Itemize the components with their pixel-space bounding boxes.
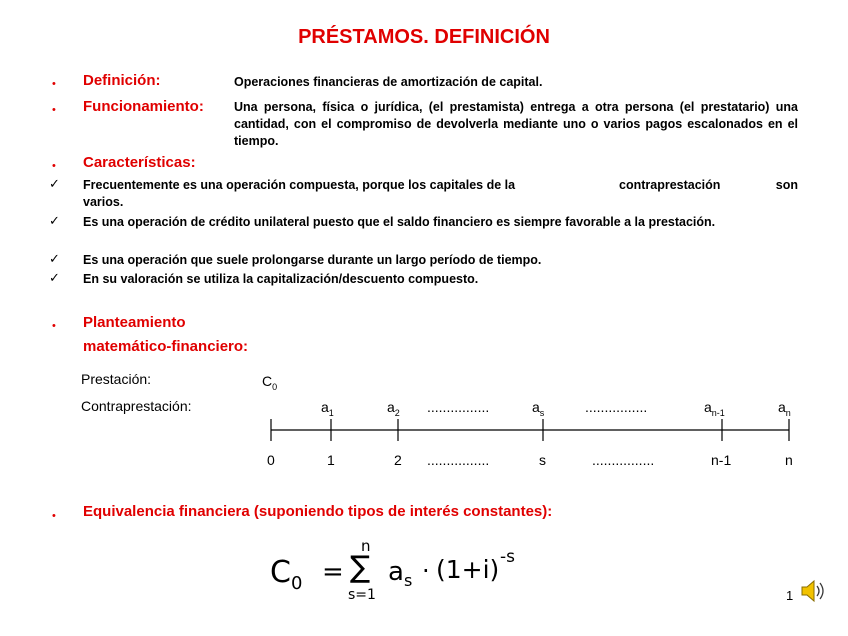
dots: ................ bbox=[427, 399, 490, 415]
dots: ................ bbox=[427, 452, 490, 468]
dots: ................ bbox=[592, 452, 655, 468]
payment-a2: $a_2$ bbox=[387, 399, 400, 418]
caracteristica-item-4: En su valoración se utiliza la capitalización/descuento compuesto. bbox=[83, 272, 479, 286]
c0-label: $C_0$ bbox=[262, 373, 278, 392]
formula-equals: = bbox=[322, 557, 344, 587]
timeline-axis bbox=[260, 415, 800, 445]
formula-paren: (1+i) bbox=[436, 555, 500, 584]
formula-dot: · bbox=[422, 557, 430, 585]
page-title: PRÉSTAMOS. DEFINICIÓN bbox=[298, 26, 550, 48]
funcionamiento-text: Una persona, física o jurídica, (el prestamista) entrega a otra persona (el prestatario) una cantidad, con el compromiso de devolverla mediante uno o varios pagos escalonados en el tiempo. bbox=[234, 100, 798, 148]
planteamiento-label-line1: Planteamiento bbox=[83, 314, 186, 331]
speaker-icon[interactable] bbox=[798, 576, 828, 606]
caracteristicas-label: Características: bbox=[83, 154, 196, 171]
check-icon: ✓ bbox=[49, 270, 60, 285]
caracteristica-item-1-part-c: son bbox=[775, 178, 798, 192]
equivalencia-label: Equivalencia financiera (suponiendo tipos de interés constantes): bbox=[83, 503, 553, 520]
caracteristica-item-2: Es una operación de crédito unilateral puesto que el saldo financiero es siempre favorable a la prestación. bbox=[83, 215, 716, 229]
check-icon: ✓ bbox=[49, 213, 60, 228]
definicion-label: Definición: bbox=[83, 72, 161, 89]
caracteristica-item-1-line2: varios. bbox=[83, 195, 124, 209]
payment-a1: $a_1$ bbox=[321, 399, 334, 418]
sigma-icon: ∑ bbox=[350, 550, 371, 585]
tick-label-2: 2 bbox=[394, 452, 402, 468]
caracteristica-item-1-part-b: contraprestación bbox=[619, 178, 721, 192]
planteamiento-label-line2: matemático-financiero: bbox=[83, 338, 249, 355]
equivalence-formula bbox=[270, 535, 530, 605]
tick-label-0: 0 bbox=[267, 452, 275, 468]
dots: ................ bbox=[585, 399, 648, 415]
definicion-text: Operaciones financieras de amortización de capital. bbox=[234, 75, 543, 89]
bullet-icon: • bbox=[52, 104, 56, 116]
caracteristica-item-1-part-a: Frecuentemente es una operación compuesta, porque los capitales de la bbox=[83, 178, 516, 192]
prestacion-label: Prestación: bbox=[81, 371, 152, 387]
funcionamiento-label: Funcionamiento: bbox=[83, 98, 204, 115]
bullet-icon: • bbox=[52, 78, 56, 90]
payment-an-1: $a_{n-1}$ bbox=[704, 399, 725, 418]
formula-exponent: -s bbox=[500, 547, 515, 567]
tick-label-n-1: n-1 bbox=[711, 452, 732, 468]
formula-lhs: $C_0$ bbox=[270, 555, 303, 594]
page-number: 1 bbox=[786, 588, 794, 603]
check-icon: ✓ bbox=[49, 251, 60, 266]
tick-label-1: 1 bbox=[327, 452, 335, 468]
bullet-icon: • bbox=[52, 510, 56, 522]
check-icon: ✓ bbox=[49, 176, 60, 191]
tick-label-n: n bbox=[785, 452, 793, 468]
formula-lower: s=1 bbox=[348, 587, 376, 603]
bullet-icon: • bbox=[52, 320, 56, 332]
bullet-icon: • bbox=[52, 160, 56, 172]
tick-label-s: s bbox=[539, 452, 546, 468]
contraprestacion-label: Contraprestación: bbox=[81, 398, 192, 414]
caracteristica-item-1-line1 bbox=[83, 177, 798, 194]
caracteristica-item-3: Es una operación que suele prolongarse durante un largo período de tiempo. bbox=[83, 253, 542, 267]
payment-an: $a_n$ bbox=[778, 399, 791, 418]
formula-term: $a_s$ bbox=[388, 557, 413, 591]
formula-upper: n bbox=[361, 537, 371, 555]
payment-as: $a_s$ bbox=[532, 399, 545, 418]
